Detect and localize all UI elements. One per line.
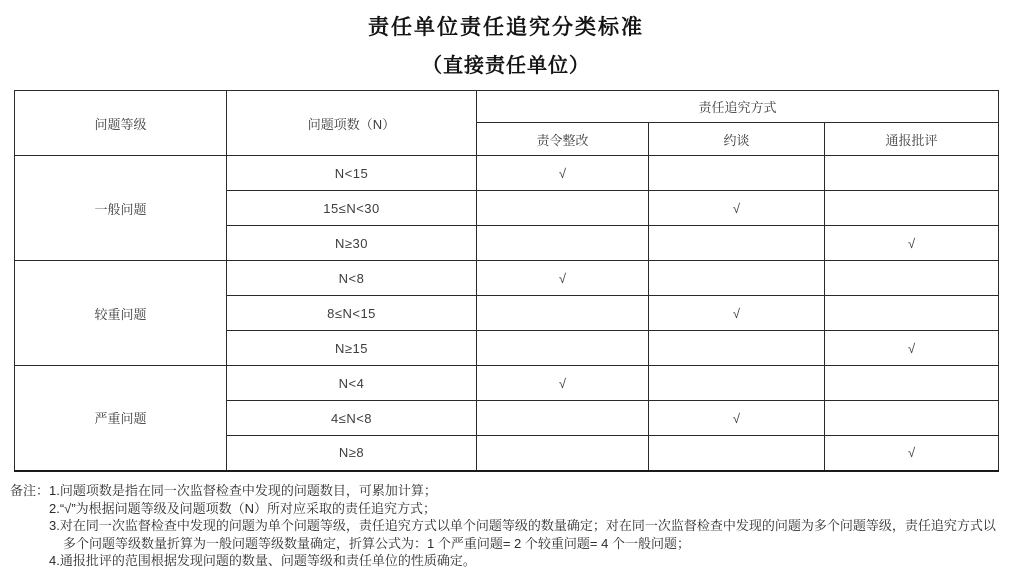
check-cell-rectify: √ (477, 261, 649, 296)
col-header-problem-count: 问题项数（N） (227, 91, 477, 156)
check-cell-interview (649, 261, 825, 296)
page-subtitle: （直接责任单位） (422, 55, 590, 77)
col-header-method-criticize: 通报批评 (825, 123, 999, 156)
check-cell-interview: √ (649, 191, 825, 226)
note-item-3: 3.对在同一次监督检查中发现的问题为单个问题等级，责任追究方式以单个问题等级的数量确定；对在同一次监督检查中发现的问题为多个问题等级，责任追究方式以多个问题等级数量折算为一般问题等级数量确定，折算公式为：1 个严重问题= 2 个较重问题= 4 个一般问题； (49, 518, 996, 551)
col-header-method-interview: 约谈 (649, 123, 825, 156)
table-row (15, 261, 999, 296)
check-cell-interview (649, 436, 825, 471)
check-cell-interview: √ (649, 401, 825, 436)
col-header-accountability: 责任追究方式 (477, 91, 999, 123)
range-cell: N<8 (227, 261, 477, 296)
check-cell-criticize (825, 296, 999, 331)
note-item-1: 1.问题项数是指在同一次监督检查中发现的问题数目，可累加计算； (49, 483, 437, 498)
range-cell: N≥8 (227, 436, 477, 471)
range-cell: N<4 (227, 366, 477, 401)
check-cell-rectify (477, 226, 649, 261)
range-cell: N≥15 (227, 331, 477, 366)
classification-table-wrap (14, 90, 998, 472)
check-cell-rectify: √ (477, 156, 649, 191)
check-cell-rectify (477, 191, 649, 226)
range-cell: 4≤N<8 (227, 401, 477, 436)
table-row (15, 156, 999, 191)
check-cell-rectify (477, 436, 649, 471)
range-cell: N≥30 (227, 226, 477, 261)
check-cell-interview (649, 226, 825, 261)
check-cell-criticize (825, 261, 999, 296)
note-item-2: 2.“√”为根据问题等级及问题项数（N）所对应采取的责任追究方式； (49, 500, 437, 516)
classification-table (14, 90, 999, 472)
check-cell-criticize (825, 401, 999, 436)
check-cell-interview (649, 331, 825, 366)
level-cell-moderate: 较重问题 (15, 261, 227, 366)
check-cell-rectify (477, 401, 649, 436)
check-cell-criticize (825, 156, 999, 191)
level-cell-severe: 严重问题 (15, 366, 227, 471)
col-header-problem-level: 问题等级 (15, 91, 227, 156)
check-cell-rectify (477, 296, 649, 331)
check-cell-rectify (477, 331, 649, 366)
note-item-4: 4.通报批评的范围根据发现问题的数量、问题等级和责任单位的性质确定。 (49, 553, 476, 569)
col-header-method-rectify: 责令整改 (477, 123, 649, 156)
check-cell-criticize: √ (825, 331, 999, 366)
notes-section (10, 482, 1006, 570)
notes-label: 备注： (10, 483, 50, 498)
check-cell-rectify: √ (477, 366, 649, 401)
check-cell-criticize (825, 191, 999, 226)
check-cell-interview: √ (649, 296, 825, 331)
check-cell-interview (649, 156, 825, 191)
check-cell-criticize: √ (825, 226, 999, 261)
check-cell-criticize: √ (825, 436, 999, 471)
check-cell-criticize (825, 366, 999, 401)
table-row (15, 366, 999, 401)
range-cell: 8≤N<15 (227, 296, 477, 331)
range-cell: N<15 (227, 156, 477, 191)
range-cell: 15≤N<30 (227, 191, 477, 226)
notes-list (49, 482, 1006, 570)
page-title: 责任单位责任追究分类标准 (368, 16, 644, 39)
check-cell-interview (649, 366, 825, 401)
level-cell-general: 一般问题 (15, 156, 227, 261)
